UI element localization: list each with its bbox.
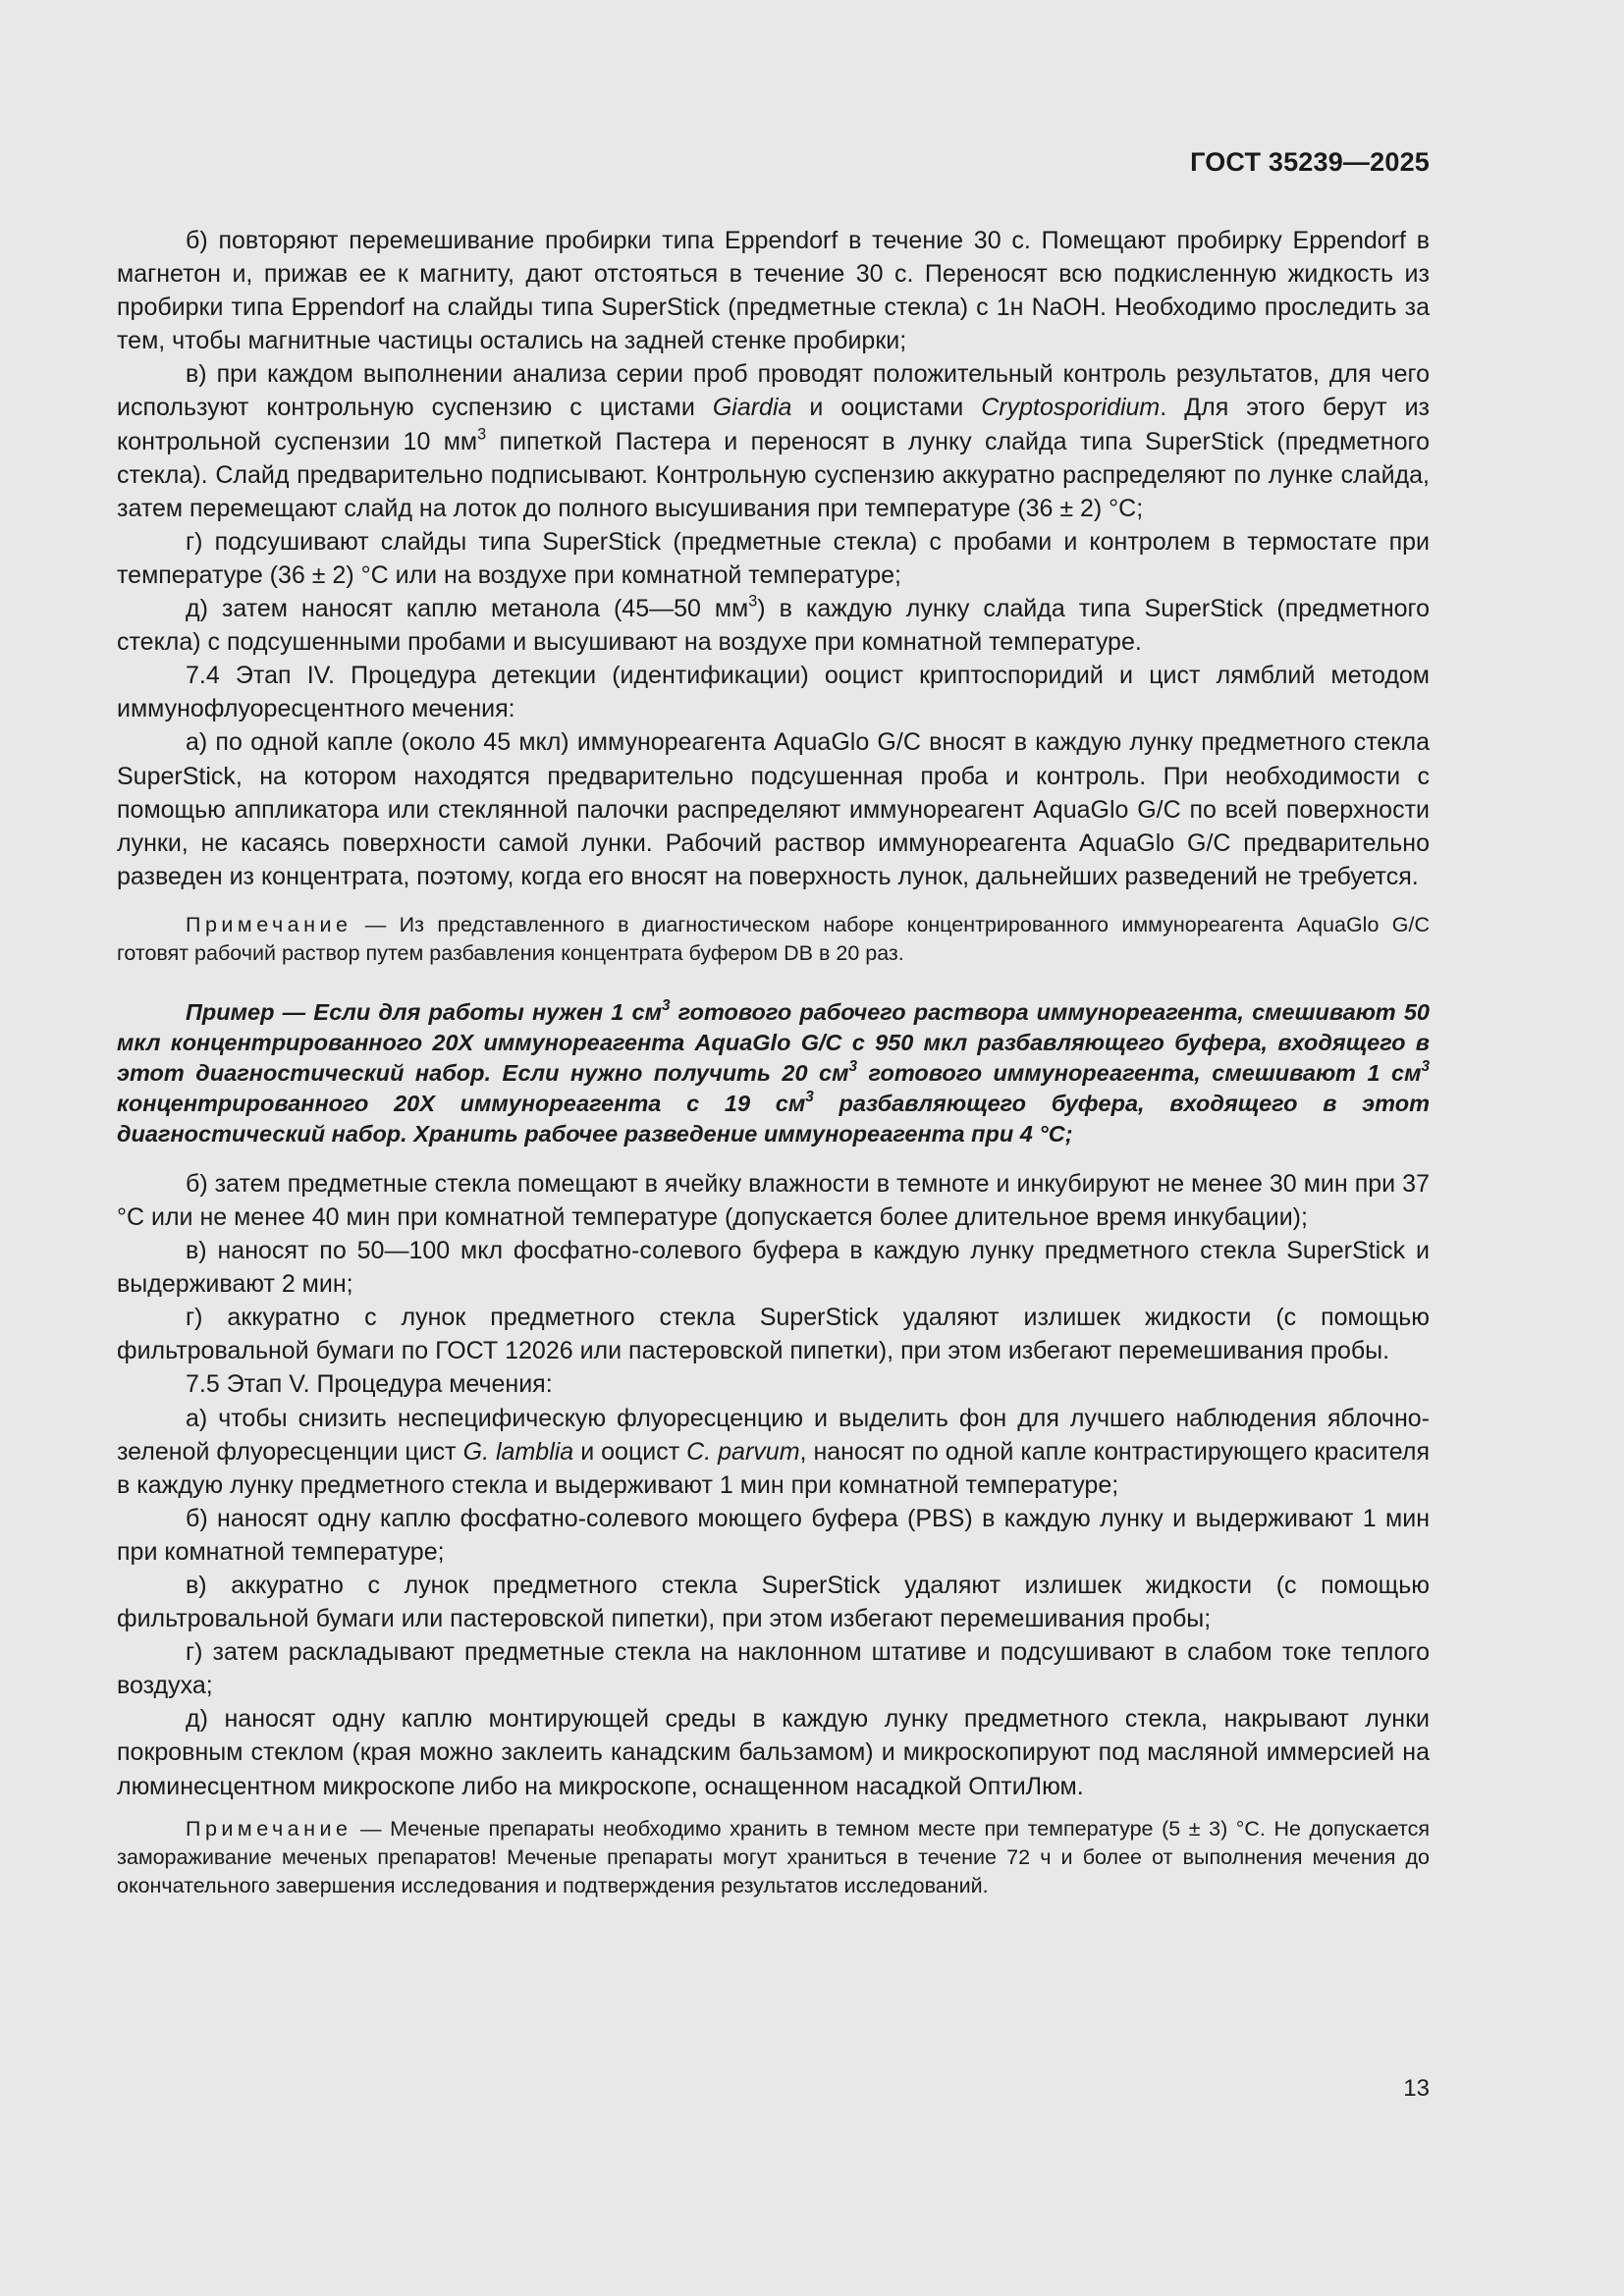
paragraph: в) при каждом выполнении анализа серии проб проводят положительный контроль результатов, для чего используют контрольную суспензию с цистами Giardia и ооцистами Cryptosporidium. Для этого берут из контрольной суспензии 10 $мм^3$ пипеткой Пастера и переносят в лунку слайда типа SuperStick (предметного стекла). Слайд предварительно подписывают. Контрольную суспензию аккуратно распределяют по лунке слайда, затем перемещают слайд на лоток до полного высушивания при температуре (36 ± 2) °С; (117, 360, 1431, 522)
paragraph: г) подсушивают слайды типа SuperStick (предметные стекла) с пробами и контролем в термостате при температуре (36 ± 2) °С или на воздухе при комнатной температуре; (117, 527, 1430, 589)
paragraph: в) наносят по 50—100 мкл фосфатно-солевого буфера в каждую лунку предметного стекла SuperStick и выдерживают 2 мин; (117, 1237, 1430, 1299)
section-heading: 7.5 Этап V. Процедура мечения: (186, 1370, 553, 1399)
paragraph: г) аккуратно с лунок предметного стекла SuperStick удаляют излишек жидкости (с помощью фильтровальной бумаги по ГОСТ 12026 или пастеровской пипетки), при этом избегают перемешивания пробы. (117, 1304, 1430, 1365)
paragraph: в) аккуратно с лунок предметного стекла SuperStick удаляют излишек жидкости (с помощью фильтровальной бумаги или пастеровской пипетки), при этом избегают перемешивания пробы; (117, 1572, 1430, 1633)
paragraph: а) чтобы снизить неспецифическую флуоресценцию и выделить фон для лучшего наблюдения яблочно-зеленой флуоресценции цист G. lamblia и ооцист C. parvum, наносят по одной капле контрастирующего красителя в каждую лунку предметного стекла и выдерживают 1 мин при комнатной температуре; (117, 1404, 1430, 1499)
paragraph: г) затем раскладывают предметные стекла на наклонном штативе и подсушивают в слабом токе теплого воздуха; (117, 1638, 1430, 1700)
standard-header: ГОСТ 35239—2025 (1190, 147, 1430, 177)
document-body (117, 224, 1430, 1900)
note: Примечание — Из представленного в диагностическом наборе концентрированного иммунореагента AquaGlo G/C готовят рабочий раствор путем разбавления концентрата буфером DB в 20 раз. (117, 912, 1430, 965)
paragraph: а) по одной капле (около 45 мкл) иммунореагента AquaGlo G/C вносят в каждую лунку предметного стекла SuperStick, на котором находятся предварительно подсушенная проба и контроль. При необходимости с помощью аппликатора или стеклянной палочки распределяют иммунореагент AquaGlo G/C по всей поверхности лунки, не касаясь поверхности самой лунки. Рабочий раствор иммунореагента AquaGlo G/C предварительно разведен из концентрата, поэтому, когда его вносят на поверхность лунок, дальнейших разведений не требуется. (117, 728, 1430, 890)
note-label: Примечание (186, 1816, 352, 1841)
note: Примечание — Меченые препараты необходимо хранить в темном месте при температуре (5 ± 3) °С. Не допускается замораживание меченых препаратов! Меченые препараты могут храниться в течение 72 ч и более от выполнения мечения до окончательного завершения исследования и подтверждения результатов исследований. (117, 1816, 1430, 1897)
paragraph: б) повторяют перемешивание пробирки типа Eppendorf в течение 30 с. Помещают пробирку Eppendorf в магнетон и, прижав ее к магниту, дают отстояться в течение 30 с. Переносят всю подкисленную жидкость из пробирки типа Eppendorf на слайды типа SuperStick (предметные стекла) с 1н NaOH. Необходимо проследить за тем, чтобы магнитные частицы остались на задней стенке пробирки; (117, 227, 1430, 355)
paragraph: д) наносят одну каплю монтирующей среды в каждую лунку предметного стекла, накрывают лунки покровным стеклом (края можно заклеить канадским бальзамом) и микроскопируют под масляной иммерсией на люминесцентном микроскопе либо на микроскопе, оснащенном насадкой ОптиЛюм. (117, 1705, 1430, 1800)
paragraph: б) затем предметные стекла помещают в ячейку влажности в темноте и инкубируют не менее 30 мин при 37 °С или не менее 40 мин при комнатной температуре (допускается более длительное время инкубации); (117, 1169, 1430, 1231)
note-label: Примечание (186, 912, 352, 936)
section-heading: 7.4 Этап IV. Процедура детекции (идентификации) ооцист криптоспоридий и цист лямблий методом иммунофлуоресцентного мечения: (117, 662, 1430, 723)
example-block: Пример — Если для работы нужен 1 $см^3$ готового рабочего раствора иммунореагента, смешивают 50 мкл концентрированного 20X иммунореагента AquaGlo G/C с 950 мкл разбавляющего буфера, входящего в этот диагностический набор. Если нужно получить 20 $см^3$ готового иммунореагента, смешивают 1 $см^3$ концентрированного 20X иммунореагента с 19 $см^3$ разбавляющего буфера, входящего в этот диагностический набор. Хранить рабочее разведение иммунореагента при 4 °С; (117, 996, 1431, 1147)
paragraph: б) наносят одну каплю фосфатно-солевого моющего буфера (PBS) в каждую лунку и выдерживают 1 мин при комнатной температуре; (117, 1504, 1430, 1566)
page-number: 13 (1403, 2075, 1430, 2102)
paragraph: д) затем наносят каплю метанола (45—50 $мм^3$) в каждую лунку слайда типа SuperStick (предметного стекла) с подсушенными пробами и высушивают на воздухе при комнатной температуре. (117, 592, 1430, 657)
